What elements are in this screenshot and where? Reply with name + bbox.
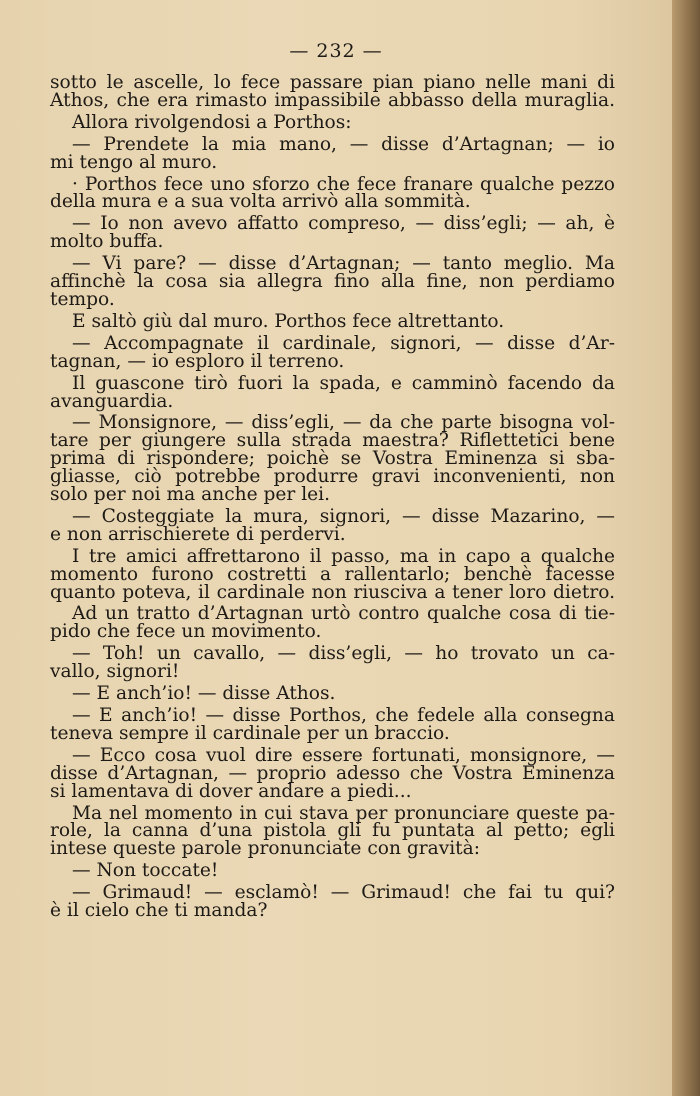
text-line: · Porthos fece uno sforzo che fece franare qualche pezzo xyxy=(72,173,615,195)
text-line: avanguardia. xyxy=(50,390,174,412)
text-line: momento furono costretti a rallentarlo; benchè facesse xyxy=(50,563,615,585)
text-line: — Vi pare? — disse d’Artagnan; — tanto meglio. Ma xyxy=(72,253,615,275)
text-line: Il guascone tirò fuori la spada, e camminò facendo da xyxy=(72,372,615,394)
text-line: E saltò giù dal muro. Porthos fece altrettanto. xyxy=(72,310,505,332)
text-line: affinchè la cosa sia allegra fino alla fine, non perdiamo xyxy=(50,271,615,293)
text-line: è il cielo che ti manda? xyxy=(50,900,268,922)
text-line: Ma nel momento in cui stava per pronunciare queste pa- xyxy=(72,802,615,824)
text-line: — Ecco cosa vuol dire essere fortunati, monsignore, — xyxy=(72,744,615,766)
text-line: disse d’Artagnan, — proprio adesso che Vostra Eminenza xyxy=(50,762,615,784)
text-line: Athos, che era rimasto impassibile abbasso della muraglia. xyxy=(50,89,615,111)
text-line: — E anch’io! — disse Porthos, che fedele alla consegna xyxy=(72,705,615,726)
text-line: — Grimaud! — esclamò! — Grimaud! che fai tu qui? xyxy=(72,882,615,904)
text-line: mi tengo al muro. xyxy=(50,151,218,173)
text-line: pido che fece un movimento. xyxy=(50,621,322,643)
text-line: — E anch’io! — disse Athos. xyxy=(72,683,336,705)
text-line: — Monsignore, — diss’egli, — da che parte bisogna vol- xyxy=(72,412,615,434)
text-line: — Costeggiate la mura, signori, — disse Mazarino, — xyxy=(72,505,615,527)
text-line: role, la canna d’una pistola gli fu puntata al petto; egli xyxy=(50,820,615,842)
text-line: teneva sempre il cardinale per un braccio. xyxy=(50,722,450,744)
text-line: tagnan, — io esploro il terreno. xyxy=(50,350,345,372)
text-line: tare per giungere sulla strada maestra? Riflettetici bene xyxy=(50,430,615,452)
text-line: sotto le ascelle, lo fece passare pian piano nelle mani di xyxy=(50,72,615,93)
body-text xyxy=(50,74,615,920)
text-line: e non arrischierete di perdervi. xyxy=(50,523,346,545)
text-line: molto buffa. xyxy=(50,231,164,253)
text-line: Ad un tratto d’Artagnan urtò contro qualche cosa di tie- xyxy=(72,603,615,625)
text-line: solo per noi ma anche per lei. xyxy=(50,484,331,506)
text-line: I tre amici affrettarono il passo, ma in capo a qualche xyxy=(72,545,615,567)
text-line: — Prendete la mia mano, — disse d’Artagnan; — io xyxy=(72,133,615,155)
text-line: intese queste parole pronunciate con gravità: xyxy=(50,838,480,860)
text-line: si lamentava di dover andare a piedi... xyxy=(50,780,412,802)
text-line: Allora rivolgendosi a Porthos: xyxy=(72,111,352,133)
text-line: quanto poteva, il cardinale non riusciva a tener loro dietro. xyxy=(50,581,615,603)
text-line: tempo. xyxy=(50,288,115,310)
book-gutter xyxy=(672,0,700,1096)
text-line: vallo, signori! xyxy=(50,661,180,683)
text-line: — Non toccate! xyxy=(72,860,219,882)
text-line: gliasse, ciò potrebbe produrre gravi inconvenienti, non xyxy=(50,466,615,488)
text-line: — Toh! un cavallo, — diss’egli, — ho trovato un ca- xyxy=(72,643,615,665)
text-line: — Accompagnate il cardinale, signori, — disse d’Ar- xyxy=(72,332,615,354)
page-number: — 232 — xyxy=(289,40,383,62)
text-line: prima di rispondere; poichè se Vostra Eminenza si sba- xyxy=(50,448,615,470)
text-line: della mura e a sua volta arrivò alla sommità. xyxy=(50,191,471,213)
text-line: — Io non avevo affatto compreso, — diss’egli; — ah, è xyxy=(72,213,615,235)
